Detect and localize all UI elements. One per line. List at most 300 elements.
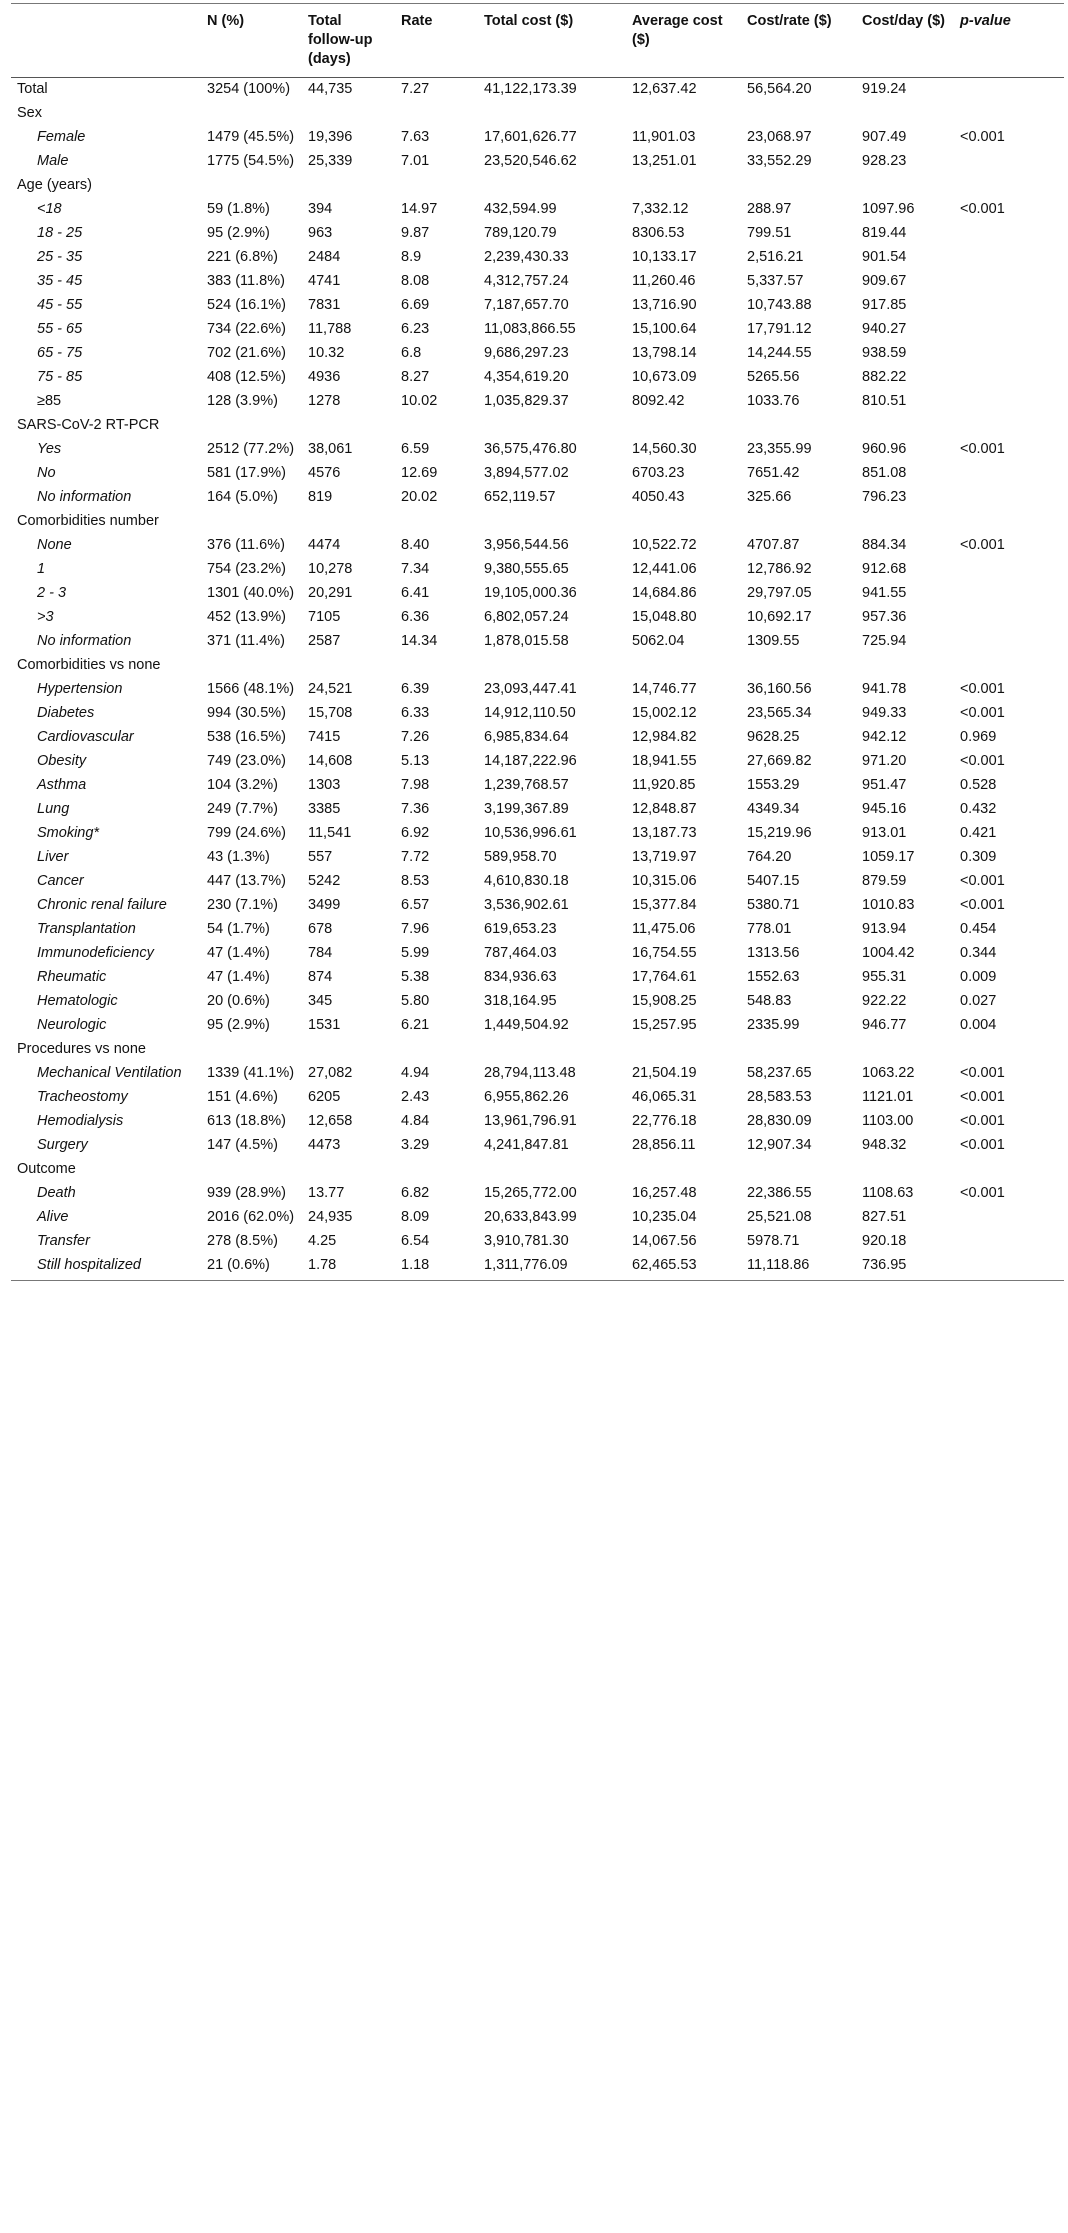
cell-average-cost: 15,100.64: [632, 321, 697, 337]
cell-cost-day: 851.08: [862, 465, 907, 481]
cell-follow-up: 7415: [308, 729, 341, 745]
cell-cost-rate: 28,583.53: [747, 1089, 812, 1105]
cell-p-value: [954, 486, 1064, 510]
cell-average-cost: 13,798.14: [632, 345, 697, 361]
cell-average-cost: 14,067.56: [632, 1233, 697, 1249]
row-label: Cardiovascular: [37, 729, 134, 745]
cell-rate: 6.36: [401, 609, 430, 625]
table-row: [11, 126, 1064, 150]
row-group-label: Sex: [17, 105, 42, 121]
cell-p-value: [954, 270, 1064, 294]
cell-rate: 5.13: [401, 753, 430, 769]
cell-total-cost: 4,354,619.20: [484, 369, 569, 385]
cell-follow-up: 4936: [308, 369, 341, 385]
cell-n: 43 (1.3%): [207, 849, 270, 865]
cell-follow-up: 14,608: [308, 753, 353, 769]
cell-rate: 20.02: [401, 489, 438, 505]
cell-cost-day: 919.24: [862, 81, 907, 97]
row-label: Cancer: [37, 873, 84, 889]
table-row: [11, 1062, 1064, 1086]
cell-total-cost: 23,093,447.41: [484, 681, 577, 697]
table-row: [11, 798, 1064, 822]
cell-rate: 8.9: [401, 249, 422, 265]
row-label: Alive: [37, 1209, 69, 1225]
cell-n: 749 (23.0%): [207, 753, 286, 769]
cell-p-value: [954, 390, 1064, 414]
cell-cost-day: 960.96: [862, 441, 907, 457]
row-label: 45 - 55: [37, 297, 83, 313]
cell-p-value: 0.004: [960, 1017, 997, 1033]
cell-rate: 6.23: [401, 321, 430, 337]
cell-average-cost: 12,848.87: [632, 801, 697, 817]
cell-n: 59 (1.8%): [207, 201, 270, 217]
table-row: [11, 198, 1064, 222]
row-label: Transplantation: [37, 921, 136, 937]
table-row: [11, 822, 1064, 846]
cell-average-cost: 13,187.73: [632, 825, 697, 841]
cell-average-cost: 15,377.84: [632, 897, 697, 913]
table-row: [11, 1086, 1064, 1110]
cell-rate: 6.59: [401, 441, 430, 457]
row-label: Neurologic: [37, 1017, 107, 1033]
cell-average-cost: 5062.04: [632, 633, 685, 649]
cell-p-value: 0.344: [960, 945, 997, 961]
cell-follow-up: 4474: [308, 537, 341, 553]
cell-follow-up: 874: [308, 969, 333, 985]
cell-follow-up: 7105: [308, 609, 341, 625]
cell-cost-rate: 5265.56: [747, 369, 800, 385]
cell-total-cost: 4,241,847.81: [484, 1137, 569, 1153]
cell-follow-up: 10.32: [308, 345, 345, 361]
cell-total-cost: 3,894,577.02: [484, 465, 569, 481]
cell-total-cost: 318,164.95: [484, 993, 557, 1009]
cell-rate: 7.27: [401, 81, 430, 97]
cell-rate: 5.38: [401, 969, 430, 985]
cell-cost-day: 882.22: [862, 369, 907, 385]
cell-cost-day: 725.94: [862, 633, 907, 649]
cell-rate: 7.34: [401, 561, 430, 577]
cell-n: 20 (0.6%): [207, 993, 270, 1009]
cell-n: 452 (13.9%): [207, 609, 286, 625]
cell-total-cost: 1,311,776.09: [478, 1254, 626, 1281]
cell-follow-up: 24,521: [308, 681, 353, 697]
table-row: [11, 1014, 1064, 1038]
cell-rate: 4.84: [401, 1113, 430, 1129]
row-label: ≥85: [37, 393, 62, 409]
row-label: Still hospitalized: [11, 1254, 201, 1281]
row-label: Death: [37, 1185, 76, 1201]
cell-n: 164 (5.0%): [207, 489, 278, 505]
cell-total-cost: 14,187,222.96: [484, 753, 577, 769]
cell-rate: 9.87: [401, 225, 430, 241]
row-label: Surgery: [37, 1137, 88, 1153]
cell-average-cost: 18,941.55: [632, 753, 697, 769]
cell-p-value: [954, 318, 1064, 342]
row-group-label: Age (years): [17, 177, 92, 193]
cell-average-cost: 13,716.90: [632, 297, 697, 313]
cell-cost-day: 917.85: [862, 297, 907, 313]
cell-average-cost: 11,901.03: [632, 129, 696, 145]
cell-cost-day: 1097.96: [862, 201, 915, 217]
cell-cost-day: 1108.63: [862, 1185, 914, 1201]
cell-rate: 8.53: [401, 873, 430, 889]
cell-n: 47 (1.4%): [207, 945, 270, 961]
cell-average-cost: 10,673.09: [632, 369, 697, 385]
cell-p-value: <0.001: [960, 1137, 1005, 1153]
cell-cost-rate: 14,244.55: [747, 345, 812, 361]
cell-follow-up: 394: [308, 201, 333, 217]
cell-total-cost: 789,120.79: [484, 225, 557, 241]
cell-n: 994 (30.5%): [207, 705, 286, 721]
cell-n: 754 (23.2%): [207, 561, 286, 577]
cell-average-cost: 4050.43: [632, 489, 685, 505]
cell-total-cost: 1,239,768.57: [484, 777, 569, 793]
table-row: [11, 150, 1064, 174]
cell-total-cost: 9,686,297.23: [484, 345, 569, 361]
row-group-label: SARS-CoV-2 RT-PCR: [17, 417, 160, 433]
table-row: [11, 726, 1064, 750]
cell-n: 383 (11.8%): [207, 273, 285, 289]
cell-cost-rate: 1313.56: [747, 945, 800, 961]
cell-cost-rate: 1309.55: [747, 633, 800, 649]
cell-cost-day: 879.59: [862, 873, 907, 889]
cell-follow-up: 19,396: [308, 129, 353, 145]
cell-p-value: [954, 1254, 1064, 1281]
cell-n: 104 (3.2%): [207, 777, 278, 793]
cell-average-cost: 21,504.19: [632, 1065, 697, 1081]
cell-average-cost: 62,465.53: [626, 1254, 741, 1281]
table-row: [11, 390, 1064, 414]
table-row: [11, 102, 1064, 126]
cell-average-cost: 13,719.97: [632, 849, 697, 865]
cell-cost-day: 909.67: [862, 273, 907, 289]
cell-n: 2016 (62.0%): [207, 1209, 295, 1225]
cell-total-cost: 7,187,657.70: [484, 297, 569, 313]
cell-follow-up: 3499: [308, 897, 341, 913]
table-row: [11, 510, 1064, 534]
table-row: [11, 774, 1064, 798]
row-label: Diabetes: [37, 705, 95, 721]
cell-n: 581 (17.9%): [207, 465, 286, 481]
cell-cost-rate: 56,564.20: [747, 81, 812, 97]
cell-p-value: <0.001: [960, 129, 1005, 145]
cell-average-cost: 17,764.61: [632, 969, 697, 985]
cell-average-cost: 12,637.42: [632, 81, 697, 97]
cell-cost-rate: 4349.34: [747, 801, 800, 817]
row-label: Hypertension: [37, 681, 123, 697]
cell-rate: 6.8: [401, 345, 422, 361]
table-row: [11, 366, 1064, 390]
cell-average-cost: 10,522.72: [632, 537, 697, 553]
cell-cost-rate: 548.83: [747, 993, 792, 1009]
cell-n: 371 (11.4%): [207, 633, 285, 649]
cell-cost-day: 912.68: [862, 561, 907, 577]
cell-n: 147 (4.5%): [207, 1137, 278, 1153]
row-label: Transfer: [37, 1233, 90, 1249]
cell-cost-rate: 23,355.99: [747, 441, 812, 457]
cell-rate: 8.40: [401, 537, 430, 553]
row-label: Hematologic: [37, 993, 118, 1009]
row-label: 25 - 35: [37, 249, 83, 265]
cell-average-cost: 11,475.06: [632, 921, 696, 937]
cell-total-cost: 19,105,000.36: [484, 585, 577, 601]
cell-p-value: [954, 366, 1064, 390]
cell-average-cost: 11,260.46: [632, 273, 696, 289]
cell-p-value: [954, 342, 1064, 366]
cell-cost-rate: 25,521.08: [747, 1209, 812, 1225]
cell-follow-up: 3385: [308, 801, 341, 817]
row-label: Female: [37, 129, 86, 145]
cell-cost-day: 819.44: [862, 225, 907, 241]
cell-cost-day: 938.59: [862, 345, 907, 361]
cell-n: 939 (28.9%): [207, 1185, 286, 1201]
cell-average-cost: 22,776.18: [632, 1113, 697, 1129]
cell-rate: 7.36: [401, 801, 430, 817]
cell-cost-rate: 2335.99: [747, 1017, 800, 1033]
cell-cost-day: 827.51: [862, 1209, 907, 1225]
row-label: 2 - 3: [37, 585, 67, 601]
cell-n: 538 (16.5%): [207, 729, 286, 745]
cell-cost-rate: 27,669.82: [747, 753, 812, 769]
cell-p-value: <0.001: [960, 897, 1005, 913]
cell-n: 151 (4.6%): [207, 1089, 278, 1105]
cell-follow-up: 13.77: [308, 1185, 345, 1201]
cell-average-cost: 46,065.31: [632, 1089, 697, 1105]
cell-p-value: 0.009: [960, 969, 997, 985]
cell-rate: 7.26: [401, 729, 430, 745]
row-label: 1: [37, 561, 46, 577]
cell-p-value: 0.027: [960, 993, 997, 1009]
cell-total-cost: 4,312,757.24: [484, 273, 569, 289]
header-cost-day: Cost/day ($): [856, 4, 954, 78]
cell-cost-rate: 5978.71: [747, 1233, 800, 1249]
cell-follow-up: 44,735: [308, 81, 353, 97]
cell-follow-up: 10,278: [308, 561, 353, 577]
cell-average-cost: 28,856.11: [632, 1137, 696, 1153]
cost-table: [11, 3, 1064, 1281]
cell-follow-up: 784: [308, 945, 333, 961]
header-cost-rate: Cost/rate ($): [741, 4, 856, 78]
row-group-label: Comorbidities vs none: [17, 657, 161, 673]
row-group-label: Procedures vs none: [17, 1041, 146, 1057]
table-row: [11, 1038, 1064, 1062]
cell-cost-day: 736.95: [856, 1254, 954, 1281]
row-label: Liver: [37, 849, 69, 865]
table-row: [11, 270, 1064, 294]
row-group-label: Comorbidities number: [17, 513, 159, 529]
cell-cost-day: 1059.17: [862, 849, 915, 865]
row-label: Smoking*: [37, 825, 100, 841]
cell-follow-up: 5242: [308, 873, 341, 889]
cell-average-cost: 10,235.04: [632, 1209, 697, 1225]
header-label: [11, 4, 201, 78]
row-label: 35 - 45: [37, 273, 83, 289]
cell-average-cost: 8092.42: [632, 393, 685, 409]
table-row: [11, 942, 1064, 966]
cell-total-cost: 432,594.99: [484, 201, 557, 217]
cell-cost-day: 951.47: [862, 777, 907, 793]
table-row: [11, 222, 1064, 246]
cell-cost-day: 1103.00: [862, 1113, 914, 1129]
cell-p-value: [954, 558, 1064, 582]
cell-rate: 6.82: [401, 1185, 430, 1201]
cell-cost-rate: 1552.63: [747, 969, 800, 985]
cell-n: 1479 (45.5%): [207, 129, 295, 145]
cell-rate: 10.02: [401, 393, 438, 409]
table-row: [11, 966, 1064, 990]
cell-follow-up: 1.78: [302, 1254, 395, 1281]
header-average-cost: Average cost ($): [626, 4, 741, 78]
cell-cost-day: 946.77: [862, 1017, 907, 1033]
row-label: Chronic renal failure: [37, 897, 167, 913]
table-row: [11, 1110, 1064, 1134]
cell-cost-day: 949.33: [862, 705, 907, 721]
table-row: [11, 606, 1064, 630]
cell-follow-up: 2587: [308, 633, 341, 649]
table-body: [11, 78, 1064, 1281]
cell-rate: 6.54: [401, 1233, 430, 1249]
cell-average-cost: 11,920.85: [632, 777, 696, 793]
cell-cost-day: 920.18: [862, 1233, 907, 1249]
cell-n: 3254 (100%): [207, 81, 291, 97]
cell-follow-up: 1531: [308, 1017, 341, 1033]
cell-cost-rate: 10,743.88: [747, 297, 812, 313]
cell-follow-up: 1278: [308, 393, 341, 409]
cell-average-cost: 14,684.86: [632, 585, 697, 601]
cell-n: 278 (8.5%): [207, 1233, 278, 1249]
cell-rate: 14.97: [401, 201, 438, 217]
row-label: >3: [37, 609, 54, 625]
cell-cost-day: 907.49: [862, 129, 907, 145]
header-follow-up: Total follow-up (days): [302, 4, 395, 78]
table-row: [11, 174, 1064, 198]
table-row: [11, 846, 1064, 870]
cell-n: 230 (7.1%): [207, 897, 278, 913]
cell-p-value: 0.432: [960, 801, 997, 817]
cell-rate: 3.29: [401, 1137, 430, 1153]
cell-rate: 5.80: [401, 993, 430, 1009]
cell-cost-rate: 9628.25: [747, 729, 800, 745]
cell-total-cost: 14,912,110.50: [484, 705, 576, 721]
cell-cost-rate: 12,786.92: [747, 561, 812, 577]
cell-p-value: [954, 1206, 1064, 1230]
cell-p-value: <0.001: [960, 753, 1005, 769]
cell-n: 249 (7.7%): [207, 801, 278, 817]
cell-p-value: [954, 150, 1064, 174]
cell-total-cost: 1,449,504.92: [484, 1017, 569, 1033]
cell-total-cost: 3,956,544.56: [484, 537, 569, 553]
cell-total-cost: 4,610,830.18: [484, 873, 569, 889]
cell-follow-up: 11,541: [308, 825, 352, 841]
cell-follow-up: 1303: [308, 777, 341, 793]
cell-n: 1775 (54.5%): [207, 153, 295, 169]
cell-cost-rate: 778.01: [747, 921, 792, 937]
cell-p-value: [954, 294, 1064, 318]
table-row: [11, 486, 1064, 510]
cell-cost-day: 941.78: [862, 681, 907, 697]
cell-p-value: <0.001: [960, 1113, 1005, 1129]
row-label: Rheumatic: [37, 969, 107, 985]
cell-average-cost: 12,984.82: [632, 729, 697, 745]
cell-cost-rate: 11,118.86: [741, 1254, 856, 1281]
row-label: 55 - 65: [37, 321, 83, 337]
cell-total-cost: 11,083,866.55: [484, 321, 576, 337]
cell-rate: 6.39: [401, 681, 430, 697]
cell-cost-day: 810.51: [862, 393, 907, 409]
table-row: [11, 630, 1064, 654]
cell-total-cost: 28,794,113.48: [484, 1065, 576, 1081]
row-label: Asthma: [37, 777, 87, 793]
table-row: [11, 414, 1064, 438]
table-row: [11, 318, 1064, 342]
table-row: [11, 702, 1064, 726]
cell-follow-up: 12,658: [308, 1113, 353, 1129]
row-label: None: [37, 537, 72, 553]
cell-average-cost: 15,002.12: [632, 705, 697, 721]
cell-cost-day: 796.23: [862, 489, 907, 505]
cell-n: 1301 (40.0%): [207, 585, 295, 601]
cell-p-value: [954, 630, 1064, 654]
cell-p-value: [954, 1230, 1064, 1254]
table-row: [11, 918, 1064, 942]
row-label: Obesity: [37, 753, 87, 769]
cell-p-value: [954, 462, 1064, 486]
row-label: No information: [37, 489, 132, 505]
cell-n: 47 (1.4%): [207, 969, 270, 985]
cell-follow-up: 6205: [308, 1089, 341, 1105]
cell-p-value: [954, 582, 1064, 606]
table-row: [11, 1158, 1064, 1182]
cell-follow-up: 7831: [308, 297, 341, 313]
cell-cost-day: 940.27: [862, 321, 907, 337]
cell-p-value: 0.969: [960, 729, 997, 745]
cell-total-cost: 36,575,476.80: [484, 441, 577, 457]
table-header: [11, 4, 1064, 78]
cell-p-value: [954, 78, 1064, 103]
cell-follow-up: 345: [308, 993, 333, 1009]
cell-cost-rate: 23,565.34: [747, 705, 812, 721]
cell-follow-up: 819: [308, 489, 333, 505]
cell-follow-up: 27,082: [308, 1065, 353, 1081]
cell-cost-rate: 10,692.17: [747, 609, 812, 625]
cell-rate: 14.34: [401, 633, 438, 649]
cell-rate: 6.21: [401, 1017, 430, 1033]
table-row: [11, 1182, 1064, 1206]
cell-cost-rate: 5407.15: [747, 873, 800, 889]
cell-follow-up: 38,061: [308, 441, 353, 457]
row-label: Tracheostomy: [37, 1089, 128, 1105]
cell-n: 799 (24.6%): [207, 825, 286, 841]
cell-rate: 8.08: [401, 273, 430, 289]
cell-cost-rate: 12,907.34: [747, 1137, 812, 1153]
cell-rate: 6.92: [401, 825, 430, 841]
cell-total-cost: 619,653.23: [484, 921, 557, 937]
cell-follow-up: 20,291: [308, 585, 353, 601]
cell-p-value: <0.001: [960, 537, 1005, 553]
cell-cost-day: 948.32: [862, 1137, 907, 1153]
row-label: Yes: [37, 441, 62, 457]
table-row: [11, 78, 1064, 103]
cell-rate: 7.01: [401, 153, 430, 169]
cell-rate: 7.96: [401, 921, 430, 937]
cell-cost-day: 1010.83: [862, 897, 915, 913]
cell-rate: 4.94: [401, 1065, 430, 1081]
cell-average-cost: 16,257.48: [632, 1185, 697, 1201]
cell-n: 95 (2.9%): [207, 225, 270, 241]
cell-total-cost: 787,464.03: [484, 945, 557, 961]
cell-rate: 5.99: [401, 945, 430, 961]
cell-follow-up: 2484: [308, 249, 341, 265]
